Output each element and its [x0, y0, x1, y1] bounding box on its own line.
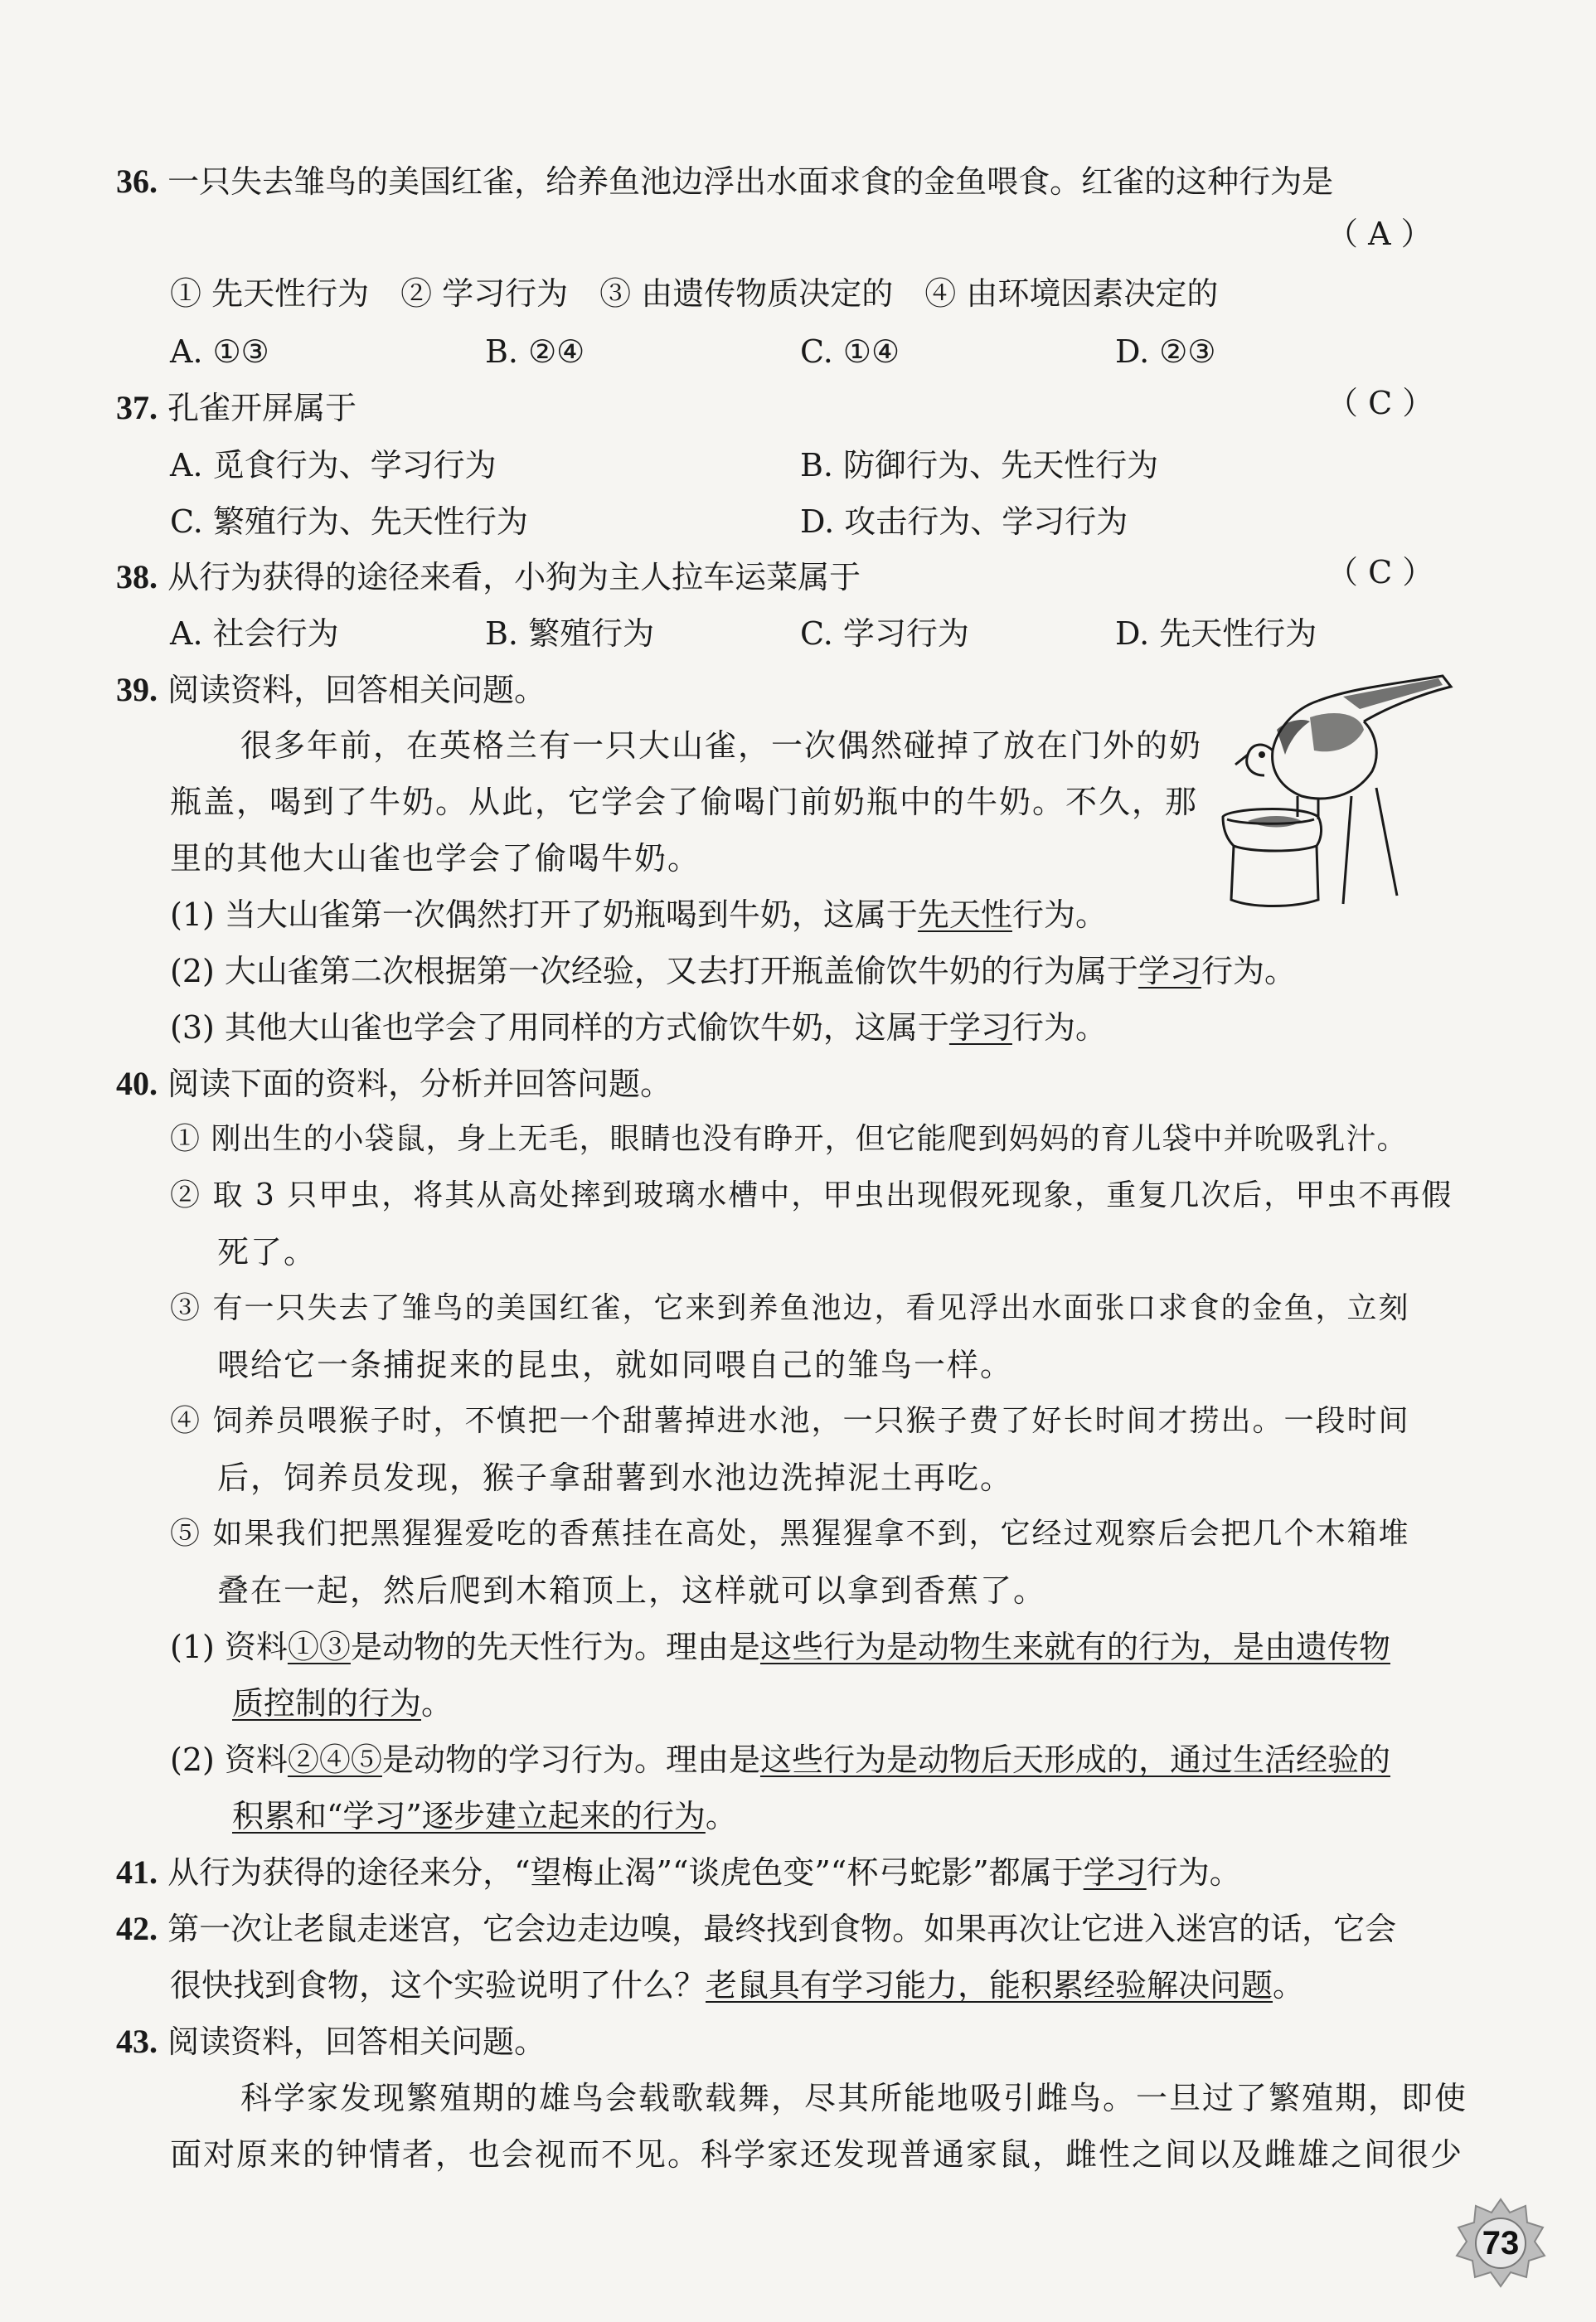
question-stem: 孔雀开屏属于 — [167, 390, 357, 426]
question-number: 36. — [116, 163, 158, 200]
material-line: 叠在一起，然后爬到木箱顶上，这样就可以拿到香蕉了。 — [217, 1572, 1047, 1609]
answer-fill: 学习 — [1083, 1854, 1147, 1891]
answer-fill: 学习 — [948, 1009, 1012, 1046]
option-c: C. 繁殖行为、先天性行为 — [170, 503, 528, 540]
question-number: 40. — [116, 1065, 158, 1102]
answer-bracket-38: （ C ） — [1327, 554, 1434, 590]
option-a: A. 觅食行为、学习行为 — [170, 447, 497, 483]
question-number: 39. — [116, 671, 158, 708]
option-a: A. ①③ — [170, 333, 269, 370]
question-39 — [116, 670, 546, 710]
option-d: D. 先天性行为 — [1115, 615, 1317, 652]
material-line: ② 取 3 只甲虫，将其从高处摔到玻璃水槽中，甲虫出现假死现象，重复几次后，甲虫不再假 — [170, 1178, 1453, 1212]
sub-question-39-3: (3) 其他大山雀也学会了用同样的方式偷饮牛奶，这属于学习行为。 — [170, 1009, 1107, 1046]
option-b: B. ②④ — [485, 333, 585, 370]
option-c: C. 学习行为 — [800, 615, 969, 652]
passage-line: 瓶盖，喝到了牛奶。从此，它学会了偷喝门前奶瓶中的牛奶。不久，那 — [170, 784, 1199, 820]
passage-line: 里的其他大山雀也学会了偷喝牛奶。 — [170, 840, 701, 877]
answer-fill: 质控制的行为 — [232, 1685, 422, 1722]
question-43 — [116, 2022, 546, 2062]
option-d: D. ②③ — [1115, 333, 1216, 370]
answer-bracket-37: （ C ） — [1327, 385, 1434, 421]
question-stem: 从行为获得的途径来看，小狗为主人拉车运菜属于 — [167, 559, 861, 595]
question-number: 38. — [116, 558, 158, 595]
material-line: ④ 饲养员喂猴子时，不慎把一个甜薯掉进水池，一只猴子费了好长时间才捞出。一段时间 — [170, 1404, 1410, 1438]
sub-question-40-2: (2) 资料②④⑤是动物的学习行为。理由是这些行为是动物后天形成的，通过生活经验的 — [170, 1742, 1390, 1778]
question-41: 41. 从行为获得的途径来分，“望梅止渴”“谈虎色变”“杯弓蛇影”都属于学习行为。 — [116, 1853, 1241, 1891]
question-38 — [116, 557, 861, 597]
material-line: ⑤ 如果我们把黑猩猩爱吃的香蕉挂在高处，黑猩猩拿不到，它经过观察后会把几个木箱堆 — [170, 1517, 1410, 1551]
bird-drinking-from-milk-bottle-icon — [1219, 672, 1459, 921]
question-stem: 阅读资料，回答相关问题。 — [167, 672, 546, 708]
question-stem: 阅读资料，回答相关问题。 — [167, 2023, 546, 2060]
question-stem: 一只失去雏鸟的美国红雀，给养鱼池边浮出水面求食的金鱼喂食。红雀的这种行为是 — [167, 163, 1334, 200]
answer-fill: 先天性 — [917, 896, 1012, 933]
option-c: C. ①④ — [800, 333, 900, 370]
question-number: 42. — [116, 1910, 158, 1947]
answer-fill: ②④⑤ — [287, 1742, 382, 1778]
answer-fill: 这些行为是动物后天形成的，通过生活经验的 — [759, 1742, 1390, 1778]
answer-fill: 老鼠具有学习能力，能积累经验解决问题 — [706, 1967, 1273, 2004]
answer-fill: ①③ — [287, 1629, 351, 1665]
material-line: ③ 有一只失去了雏鸟的美国红雀，它来到养鱼池边，看见浮出水面张口求食的金鱼，立刻 — [170, 1291, 1410, 1325]
material-line: 喂给它一条捕捉来的昆虫，就如同喂自己的雏鸟一样。 — [217, 1347, 1014, 1383]
question-number: 43. — [116, 2023, 158, 2060]
question-number: 37. — [116, 389, 158, 426]
question-36 — [116, 162, 1333, 202]
option-b: B. 防御行为、先天性行为 — [800, 447, 1159, 483]
sub-question-40-1: (1) 资料①③是动物的先天性行为。理由是这些行为是动物生来就有的行为，是由遗传物 — [170, 1629, 1390, 1665]
answer-bracket-36: （ A ） — [1327, 216, 1433, 252]
question-37 — [116, 388, 357, 428]
question-40 — [116, 1064, 672, 1104]
question-42-cont: 很快找到食物，这个实验说明了什么？老鼠具有学习能力，能积累经验解决问题。 — [170, 1967, 1305, 2004]
passage-line: 很多年前，在英格兰有一只大山雀，一次偶然碰掉了放在门外的奶 — [240, 727, 1203, 764]
material-line: 死了。 — [217, 1234, 318, 1270]
answer-fill: 学习 — [1138, 953, 1201, 989]
material-line: 后，饲养员发现，猴子拿甜薯到水池边洗掉泥土再吃。 — [217, 1460, 1014, 1496]
material-line: ① 刚出生的小袋鼠，身上无毛，眼睛也没有睁开，但它能爬到妈妈的育儿袋中并吮吸乳汁。 — [170, 1122, 1408, 1156]
question-stem: 阅读下面的资料，分析并回答问题。 — [167, 1066, 672, 1102]
option-a: A. 社会行为 — [170, 615, 339, 652]
question-number: 41. — [116, 1853, 158, 1891]
question-42: 42. 第一次让老鼠走迷宫，它会边走边嗅，最终找到食物。如果再次让它进入迷宫的话，它会 — [116, 1910, 1397, 1947]
statements-36: ① 先天性行为 ② 学习行为 ③ 由遗传物质决定的 ④ 由环境因素决定的 — [170, 275, 1219, 312]
option-d: D. 攻击行为、学习行为 — [800, 503, 1128, 540]
answer-fill: 积累和“学习”逐步建立起来的行为 — [232, 1798, 706, 1834]
sub-question-40-2-cont: 积累和“学习”逐步建立起来的行为。 — [232, 1798, 737, 1834]
sub-question-39-2: (2) 大山雀第二次根据第一次经验，又去打开瓶盖偷饮牛奶的行为属于学习行为。 — [170, 953, 1296, 989]
answer-fill: 这些行为是动物生来就有的行为，是由遗传物 — [759, 1629, 1390, 1665]
sub-question-39-1: (1) 当大山雀第一次偶然打开了奶瓶喝到牛奶，这属于先天性行为。 — [170, 896, 1107, 933]
passage-line: 面对原来的钟情者，也会视而不见。科学家还发现普通家鼠，雌性之间以及雌雄之间很少 — [170, 2136, 1464, 2173]
passage-line: 科学家发现繁殖期的雄鸟会载歌载舞，尽其所能地吸引雌鸟。一旦过了繁殖期，即使 — [240, 2080, 1468, 2116]
page-number: 73 — [1482, 2224, 1520, 2261]
option-b: B. 繁殖行为 — [485, 615, 655, 652]
sub-question-40-1-cont: 质控制的行为。 — [232, 1685, 454, 1722]
